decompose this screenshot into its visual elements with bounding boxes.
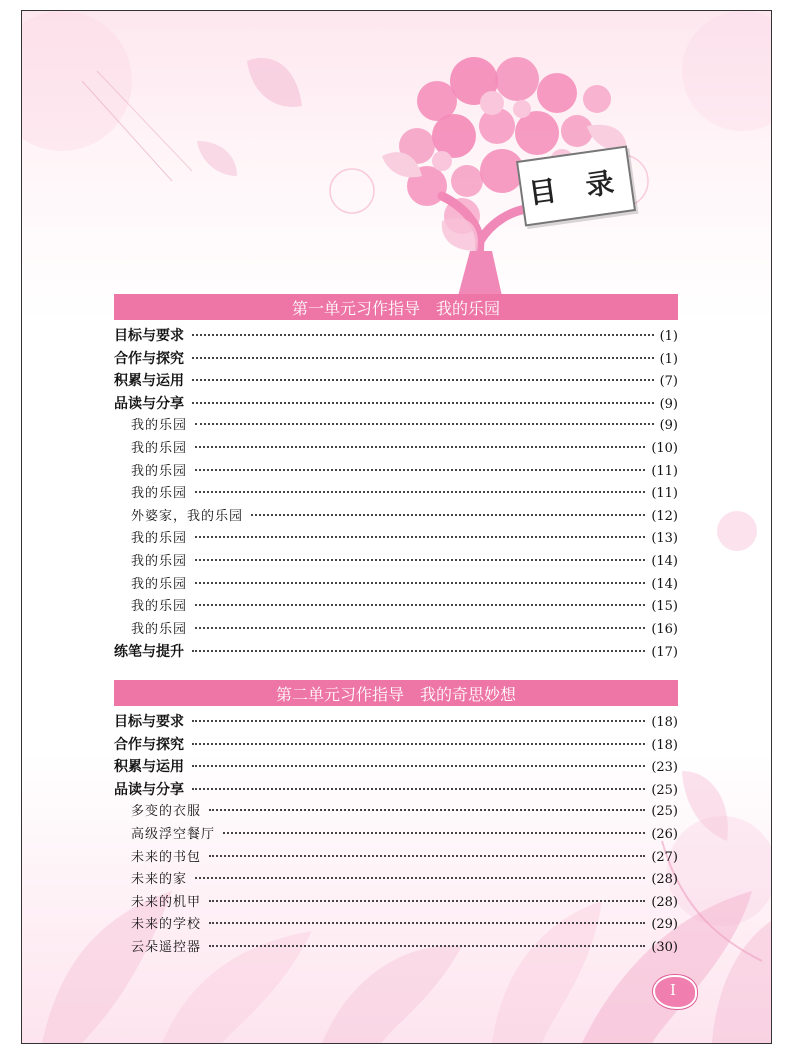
entry-page-number: (28): [651, 872, 678, 888]
entry-label: 我的乐园: [131, 621, 188, 637]
entry-page-number: (7): [659, 374, 678, 390]
entry-label: 未来的学校: [131, 917, 202, 933]
toc-section-entry[interactable]: [114, 325, 678, 348]
dot-leader: [195, 423, 654, 425]
dot-leader: [195, 559, 645, 561]
entry-page-number: (11): [651, 463, 678, 479]
dot-leader: [195, 604, 645, 606]
entry-label: 我的乐园: [131, 599, 188, 615]
entry-label: 我的乐园: [131, 576, 188, 592]
dot-leader: [209, 809, 645, 811]
toc-article-entry[interactable]: [114, 824, 678, 847]
toc-article-entry[interactable]: [114, 847, 678, 870]
entry-label: 多变的衣服: [131, 804, 202, 820]
toc-article-entry[interactable]: [114, 596, 678, 619]
entry-page-number: (12): [651, 508, 678, 524]
entry-page-number: (14): [651, 576, 678, 592]
dot-leader: [192, 788, 645, 790]
dot-leader: [192, 357, 654, 359]
entry-page-number: (18): [651, 737, 678, 753]
toc-article-entry[interactable]: [114, 619, 678, 642]
dot-leader: [192, 765, 645, 767]
dot-leader: [195, 582, 645, 584]
toc-article-entry[interactable]: [114, 506, 678, 529]
toc-article-entry[interactable]: [114, 801, 678, 824]
entry-page-number: (28): [651, 894, 678, 910]
dot-leader: [195, 536, 645, 538]
entry-label: 高级浮空餐厅: [131, 826, 216, 842]
entry-label: 合作与探究: [114, 736, 184, 753]
entry-page-number: (23): [651, 760, 678, 776]
toc-section-entry[interactable]: [114, 641, 678, 664]
entry-label: 我的乐园: [131, 486, 188, 502]
entry-label: 我的乐园: [131, 418, 188, 434]
entry-page-number: (16): [651, 621, 678, 637]
toc-article-entry[interactable]: [114, 415, 678, 438]
entry-label: 目标与要求: [114, 328, 184, 344]
dot-leader: [192, 379, 654, 381]
page-title: 目 录: [526, 164, 626, 211]
entry-label: 积累与运用: [114, 759, 184, 776]
entry-page-number: (27): [651, 849, 678, 865]
dot-leader: [195, 469, 645, 471]
toc-article-entry[interactable]: [114, 461, 678, 484]
toc-section-entry[interactable]: [114, 348, 678, 371]
entry-label: 目标与要求: [114, 714, 184, 730]
toc-article-entry[interactable]: [114, 528, 678, 551]
entry-label: 积累与运用: [114, 373, 184, 390]
toc-article-entry[interactable]: [114, 869, 678, 892]
dot-leader: [223, 832, 645, 834]
entry-label: 外婆家，我的乐园: [131, 508, 244, 524]
entry-label: 我的乐园: [131, 463, 188, 479]
dot-leader: [195, 627, 645, 629]
unit-1-header: 第一单元习作指导 我的乐园: [114, 294, 678, 320]
page-frame: [21, 10, 772, 1044]
entry-page-number: (9): [659, 396, 678, 412]
toc-section-entry[interactable]: [114, 779, 678, 802]
dot-leader: [195, 877, 645, 879]
entry-label: 我的乐园: [131, 440, 188, 456]
entry-label: 品读与分享: [114, 395, 184, 412]
dot-leader: [209, 855, 645, 857]
dot-leader: [195, 446, 645, 448]
entry-page-number: (13): [651, 531, 678, 547]
dot-leader: [192, 720, 645, 722]
toc-section-entry[interactable]: [114, 734, 678, 757]
entry-page-number: (15): [651, 599, 678, 615]
toc-article-entry[interactable]: [114, 483, 678, 506]
toc-article-entry[interactable]: [114, 892, 678, 915]
entry-label: 练笔与提升: [114, 644, 184, 661]
entry-page-number: (25): [651, 804, 678, 820]
entry-page-number: (14): [651, 553, 678, 569]
dot-leader: [251, 514, 645, 516]
entry-page-number: (17): [651, 645, 678, 661]
dot-leader: [192, 334, 654, 336]
toc-article-entry[interactable]: [114, 438, 678, 461]
entry-label: 我的乐园: [131, 531, 188, 547]
toc-section-entry[interactable]: [114, 393, 678, 416]
entry-label: 品读与分享: [114, 781, 184, 798]
toc-section-entry[interactable]: [114, 370, 678, 393]
toc-section-entry[interactable]: [114, 756, 678, 779]
entry-label: 未来的家: [131, 872, 188, 888]
dot-leader: [195, 491, 645, 493]
entry-page-number: (25): [651, 782, 678, 798]
entry-label: 合作与探究: [114, 350, 184, 367]
toc-article-entry[interactable]: [114, 551, 678, 574]
entry-page-number: (10): [651, 440, 678, 456]
toc-section-entry[interactable]: [114, 711, 678, 734]
entry-page-number: (30): [651, 939, 678, 955]
entry-page-number: (29): [651, 917, 678, 933]
toc-article-entry[interactable]: [114, 574, 678, 597]
entry-page-number: (1): [659, 329, 678, 344]
entry-label: 未来的书包: [131, 849, 202, 865]
entry-label: 我的乐园: [131, 553, 188, 569]
entry-label: 未来的机甲: [131, 894, 202, 910]
unit-1-toc: [114, 325, 678, 664]
dot-leader: [209, 922, 645, 924]
unit-2-header: 第二单元习作指导 我的奇思妙想: [114, 680, 678, 706]
dot-leader: [192, 402, 654, 404]
toc-article-entry[interactable]: [114, 914, 678, 937]
entry-page-number: (11): [651, 486, 678, 502]
entry-label: 云朵遥控器: [131, 939, 202, 955]
entry-page-number: (1): [659, 351, 678, 367]
dot-leader: [192, 743, 645, 745]
toc-article-entry[interactable]: [114, 937, 678, 960]
entry-page-number: (26): [651, 826, 678, 842]
dot-leader: [209, 900, 645, 902]
dot-leader: [192, 650, 645, 652]
entry-page-number: (9): [659, 418, 678, 434]
dot-leader: [209, 945, 645, 947]
page-number-badge: I: [653, 975, 693, 1005]
unit-2-toc: [114, 711, 678, 960]
entry-page-number: (18): [651, 715, 678, 730]
